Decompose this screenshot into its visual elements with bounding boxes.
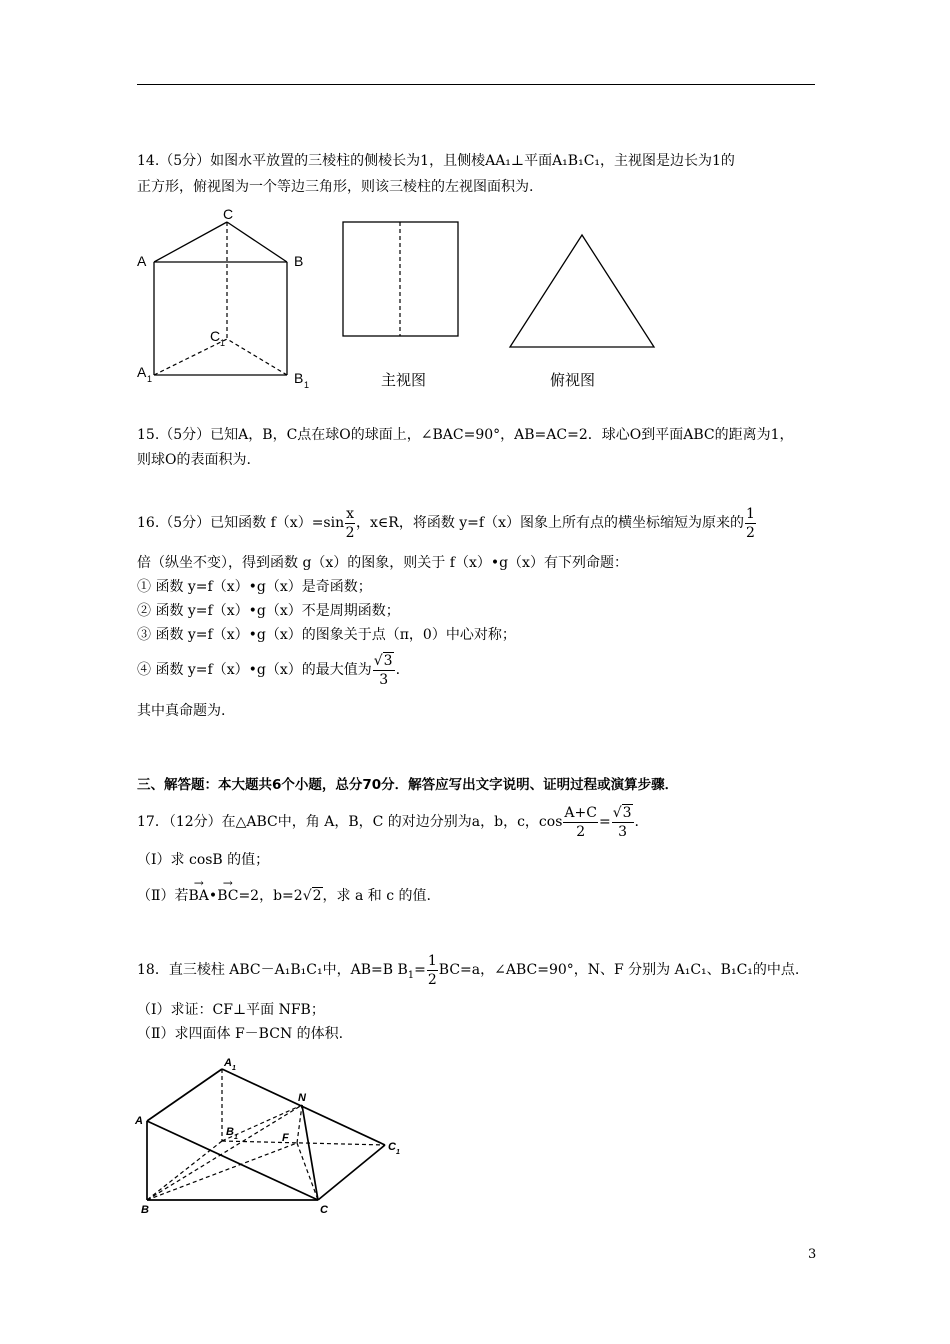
q17-frac-AC: $\frac{A+C}{2}$: [564, 804, 597, 840]
label-A: A: [135, 1115, 143, 1127]
q16-line-1: [137, 503, 757, 543]
q15-text-line-1: 15.（5分）已知A，B，C点在球O的球面上，∠BAC=90°，AB=AC=2．球心O到平面ABC的距离为1，: [137, 427, 794, 443]
q16-prop-3: ③ 函数 y=f（x）•g（x）的图象关于点（π，0）中心对称；: [137, 627, 516, 643]
q18-frac-half: $\frac{1}{2}$: [427, 952, 437, 988]
label-B: B: [294, 253, 304, 269]
label-B1: B: [294, 370, 304, 386]
label-C: C: [320, 1204, 328, 1216]
label-A1-sub: 1: [147, 374, 153, 384]
label-B1: B: [226, 1126, 234, 1138]
q18-part-2: （Ⅱ）求四面体 F－BCN 的体积.: [137, 1026, 344, 1042]
header-rule: [137, 84, 815, 85]
label-B1-sub: 1: [234, 1134, 238, 1141]
q16-frac-x2: $\frac{x}{2}$: [345, 505, 355, 541]
label-N: N: [298, 1092, 306, 1104]
q17-frac-sqrt3-3: $\frac{√3}{3}$: [612, 804, 632, 840]
prism-figure: [130, 205, 330, 390]
label-B: B: [141, 1204, 149, 1216]
q17-line-1: 17．（12分）在△ABC中，角 A，B，C 的对边分别为a，b，c，cos $\frac{A+C}{2}$ = $\frac{√3}{3}$ .: [137, 804, 639, 840]
q16-pre: 16.（5分）已知函数 f（x）=sin: [137, 515, 345, 531]
q14-text-line-1: 14.（5分）如图水平放置的三棱柱的侧棱长为1，且侧棱AA₁⊥平面A₁B₁C₁，主视图是边长为1的: [137, 153, 735, 169]
q16-frac-half: $\frac{1}{2}$: [745, 505, 755, 541]
label-F: F: [282, 1132, 289, 1144]
label-B1-sub: 1: [304, 380, 310, 390]
q16-prop-2: ② 函数 y=f（x）•g（x）不是周期函数；: [137, 603, 400, 619]
label-A1: A: [137, 364, 147, 380]
top-view-figure: [505, 230, 660, 393]
q15-text-line-2: 则球O的表面积为.: [137, 452, 251, 468]
q18-part-1: （Ⅰ）求证：CF⊥平面 NFB；: [137, 1002, 325, 1018]
q16-prop-4: ④ 函数 y=f（x）•g（x）的最大值为 $\frac{√3}{3}$ .: [137, 652, 401, 688]
front-view-caption: 主视图: [381, 372, 427, 389]
q16-line-2: 倍（纵坐不变），得到函数 g（x）的图象，则关于 f（x）•g（x）有下列命题：: [137, 555, 628, 571]
page-number: 3: [808, 1247, 817, 1262]
vector-BC: → BC: [217, 886, 238, 906]
label-C: C: [223, 206, 234, 222]
label-C1-sub: 1: [396, 1149, 400, 1156]
q16-frac-sqrt3-3: $\frac{√3}{3}$: [373, 652, 393, 688]
q14-text-line-2: 正方形，俯视图为一个等边三角形，则该三棱柱的左视图面积为.: [137, 179, 534, 195]
label-C1: C: [210, 328, 221, 344]
label-A: A: [137, 253, 147, 269]
label-A1: A: [224, 1057, 232, 1069]
top-view-caption: 俯视图: [550, 372, 596, 389]
label-C1-sub: 1: [220, 338, 226, 348]
vector-BA: → BA: [189, 886, 209, 906]
label-A1-sub: 1: [232, 1065, 236, 1072]
label-C1: C: [388, 1141, 396, 1153]
q17-part-2: （Ⅱ）若→ BA•→ BC=2，b=2√2，求 a 和 c 的值.: [137, 886, 431, 906]
front-view-figure: [340, 218, 465, 393]
section-3-heading: 三、解答题：本大题共6个小题，总分70分．解答应写出文字说明、证明过程或演算步骤．: [137, 777, 679, 793]
q18-line-1: 18．直三棱柱 ABC－A₁B₁C₁中，AB=B $B_1=$ $\frac{1}{2}$ BC=a，∠ABC=90°，N、F 分别为 A₁C₁、B₁C₁的中点.: [137, 952, 800, 988]
q17-part-1: （Ⅰ）求 cosB 的值；: [137, 852, 270, 868]
q16-prop-1: ① 函数 y=f（x）•g（x）是奇函数；: [137, 579, 372, 595]
q16-conclusion: 其中真命题为.: [137, 703, 226, 719]
q16-post: ，x∈R，将函数 y=f（x）图象上所有点的横坐标缩短为原来的: [356, 515, 744, 531]
prism-tetrahedron-figure: [132, 1050, 412, 1220]
